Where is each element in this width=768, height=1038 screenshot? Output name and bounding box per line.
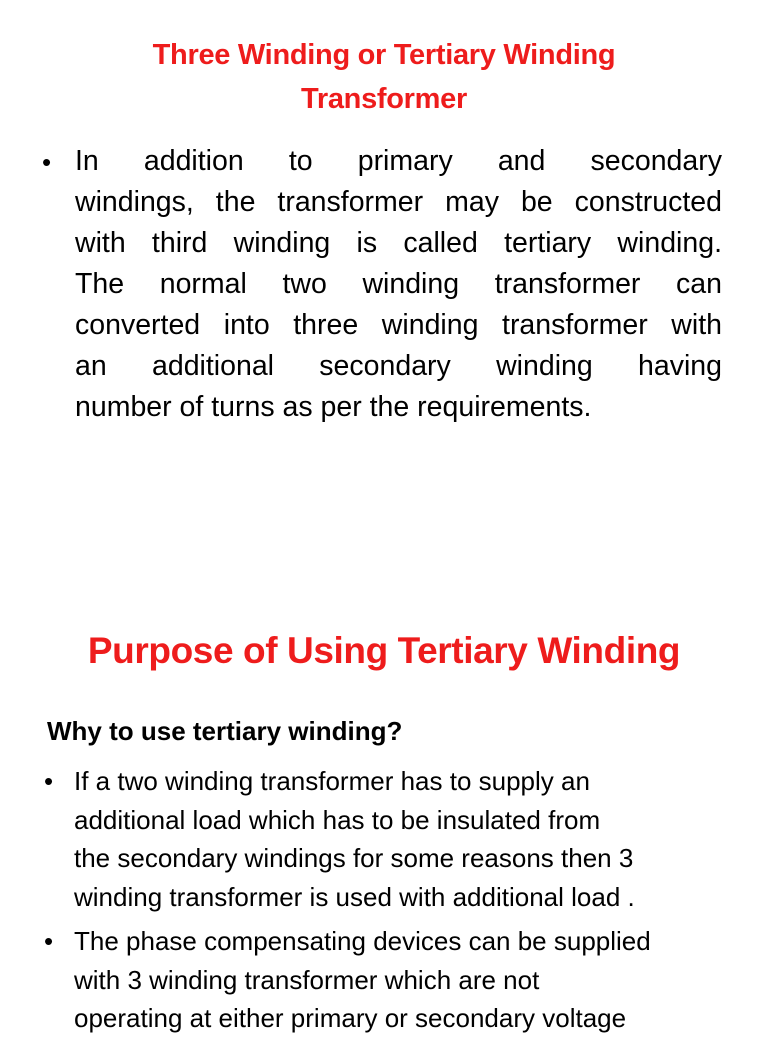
title-line-2: Transformer (301, 83, 467, 115)
bullet-line: The phase compensating devices can be supplied (74, 926, 651, 956)
slide-2-title: Purpose of Using Tertiary Winding (87, 630, 681, 671)
bullet-line: the secondary windings for some reasons then 3 (74, 843, 634, 873)
bullet-line: In addition to primary and secondary (75, 145, 722, 177)
bullet-line: operating at either primary or secondary voltage (74, 1003, 627, 1033)
bullet-line: converted into three winding transformer with (75, 309, 722, 341)
bullet-line: winding transformer is used with additional load . (74, 881, 635, 912)
bullet-marker: • (44, 926, 54, 956)
slide-2-bullet-1 (44, 762, 738, 916)
bullet-marker: • (44, 766, 54, 796)
bullet-line: with third winding is called tertiary winding. (75, 227, 722, 259)
bullet-line: number of turns as per the requirements. (75, 391, 592, 423)
bullet-text (75, 141, 722, 428)
bullet-line: windings, the transformer may be constructed (75, 186, 722, 218)
slide-1-bullet (42, 141, 722, 428)
bullet-line: additional load which has to be insulated from (74, 804, 601, 835)
title-line-1: Three Winding or Tertiary Winding (152, 39, 616, 71)
bullet-text (74, 922, 738, 1038)
bullet-line: The normal two winding transformer can (75, 268, 722, 300)
slide-2-bullet-2 (44, 922, 738, 1038)
slide-2 (0, 600, 768, 1033)
bullet-line: If a two winding transformer has to supply an (74, 766, 590, 796)
bullet-line: an additional secondary winding having (75, 350, 722, 382)
bullet-text (74, 762, 738, 916)
subheading: Why to use tertiary winding? (47, 716, 403, 746)
bullet-line: with 3 winding transformer which are not (74, 964, 540, 995)
slide-1-title (0, 33, 768, 121)
bullet-marker: • (42, 147, 52, 177)
